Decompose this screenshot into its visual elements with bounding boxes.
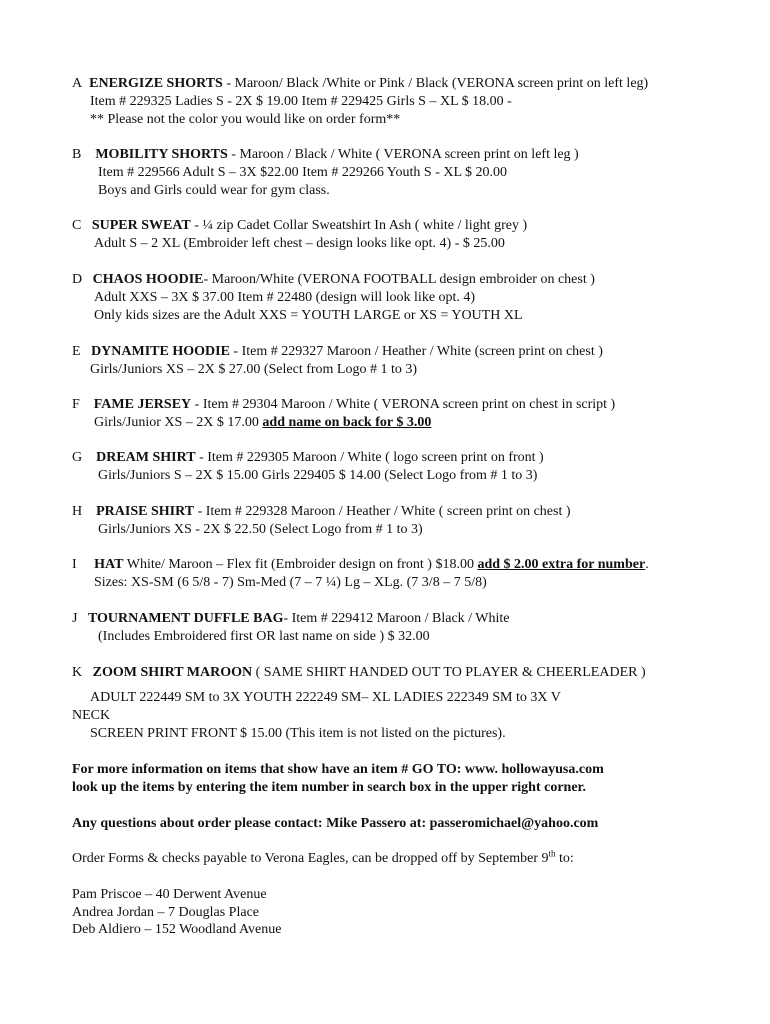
item-i-title	[72, 556, 649, 574]
location-2: Andrea Jordan – 7 Douglas Place	[72, 905, 260, 920]
item-description: - Item # 29304 Maroon / White ( VERONA screen print on chest in script )	[191, 397, 616, 412]
item-name: SUPER SWEAT	[91, 218, 191, 233]
item-letter: C	[72, 218, 82, 233]
item-description: - ¼ zip Cadet Collar Sweatshirt In Ash ( white / light grey )	[190, 218, 528, 233]
location-1: Pam Priscoe – 40 Derwent Avenue	[72, 887, 267, 902]
item-j-title	[72, 610, 510, 628]
item-name: ZOOM SHIRT MAROON	[92, 665, 253, 680]
dropoff-line	[72, 850, 574, 868]
item-description: ( SAME SHIRT HANDED OUT TO PLAYER & CHEERLEADER )	[252, 665, 646, 680]
item-description: - Item # 229328 Maroon / Heather / White ( screen print on chest )	[194, 504, 571, 519]
item-i-end: .	[645, 557, 649, 572]
item-description: - Item # 229327 Maroon / Heather / White (screen print on chest )	[229, 344, 603, 359]
item-name: TOURNAMENT DUFFLE BAG	[87, 611, 284, 626]
item-letter: E	[72, 344, 81, 359]
item-description: - Item # 229412 Maroon / Black / White	[283, 611, 510, 626]
item-description: - Maroon / Black / White ( VERONA screen print on left leg )	[227, 147, 579, 162]
item-j-detail: (Includes Embroidered first OR last name on side ) $ 32.00	[98, 629, 430, 644]
dropoff-end: to:	[555, 851, 574, 866]
item-g-title	[72, 449, 544, 467]
item-a-title	[72, 75, 648, 93]
extra-number-note: add $ 2.00 extra for number	[477, 557, 646, 572]
item-letter: B	[72, 147, 82, 162]
item-b-title	[72, 146, 579, 164]
item-d-note: Only kids sizes are the Adult XXS = YOUTH LARGE or XS = YOUTH XL	[94, 308, 523, 323]
item-letter: H	[72, 504, 83, 519]
info-website-line: For more information on items that show have an item # GO TO: www. hollowayusa.com	[72, 762, 604, 777]
item-e-detail: Girls/Juniors XS – 2X $ 27.00 (Select from Logo # 1 to 3)	[90, 362, 418, 377]
item-letter: D	[72, 272, 83, 287]
item-f-title	[72, 396, 615, 414]
item-name: FAME JERSEY	[93, 397, 192, 412]
item-h-title	[72, 503, 571, 521]
add-name-note: add name on back for $ 3.00	[262, 415, 432, 430]
item-k-title	[72, 664, 646, 682]
item-name: MOBILITY SHORTS	[95, 147, 228, 162]
item-name: PRAISE SHIRT	[96, 504, 195, 519]
item-description: - Maroon/White (VERONA FOOTBALL design embroider on chest )	[203, 272, 595, 287]
item-i-sizes: Sizes: XS-SM (6 5/8 - 7) Sm-Med (7 – 7 ¼) Lg – XLg. (7 3/8 – 7 5/8)	[94, 575, 487, 590]
item-k-print: SCREEN PRINT FRONT $ 15.00 (This item is not listed on the pictures).	[90, 726, 506, 741]
item-f-detail	[94, 414, 431, 432]
item-c-title	[72, 217, 527, 235]
dropoff-text: Order Forms & checks payable to Verona Eagles, can be dropped off by September 9	[72, 851, 549, 866]
item-b-detail: Item # 229566 Adult S – 3X $22.00 Item # 229266 Youth S - XL $ 20.00	[98, 165, 507, 180]
item-h-detail: Girls/Juniors XS - 2X $ 22.50 (Select Logo from # 1 to 3)	[98, 522, 423, 537]
item-description: - Maroon/ Black /White or Pink / Black (VERONA screen print on left leg)	[222, 76, 649, 91]
item-d-detail: Adult XXS – 3X $ 37.00 Item # 22480 (design will look like opt. 4)	[94, 290, 476, 305]
item-letter: I	[72, 557, 77, 572]
item-letter: K	[72, 665, 83, 680]
item-name: HAT	[94, 557, 124, 572]
info-search-line: look up the items by entering the item number in search box in the upper right corner.	[72, 780, 586, 795]
dropoff-superscript: th	[548, 848, 556, 859]
item-g-detail: Girls/Juniors S – 2X $ 15.00 Girls 229405 $ 14.00 (Select Logo from # 1 to 3)	[98, 468, 538, 483]
item-k-detail-cont: NECK	[72, 708, 111, 723]
item-f-sizes: Girls/Junior XS – 2X $ 17.00	[94, 415, 263, 430]
contact-line: Any questions about order please contact: Mike Passero at: passeromichael@yahoo.com	[72, 816, 599, 831]
item-name: CHAOS HOODIE	[92, 272, 204, 287]
item-name: DYNAMITE HOODIE	[91, 344, 230, 359]
location-3: Deb Aldiero – 152 Woodland Avenue	[72, 922, 282, 937]
item-letter: G	[72, 450, 83, 465]
item-letter: J	[72, 611, 78, 626]
item-b-note: Boys and Girls could wear for gym class.	[98, 183, 330, 198]
item-c-detail: Adult S – 2 XL (Embroider left chest – design looks like opt. 4) - $ 25.00	[94, 236, 505, 251]
item-description: White/ Maroon – Flex fit (Embroider design on front ) $18.00	[123, 557, 478, 572]
item-e-title	[72, 343, 603, 361]
item-letter: A	[72, 76, 83, 91]
item-description: - Item # 229305 Maroon / White ( logo screen print on front )	[195, 450, 544, 465]
item-d-title	[72, 271, 595, 289]
item-letter: F	[72, 397, 80, 412]
item-name: DREAM SHIRT	[96, 450, 196, 465]
item-a-detail: Item # 229325 Ladies S - 2X $ 19.00 Item # 229425 Girls S – XL $ 18.00 -	[90, 94, 512, 109]
item-a-note: ** Please not the color you would like on order form**	[90, 112, 401, 127]
item-k-detail: ADULT 222449 SM to 3X YOUTH 222249 SM– XL LADIES 222349 SM to 3X V	[90, 690, 561, 705]
item-name: ENERGIZE SHORTS	[89, 76, 223, 91]
